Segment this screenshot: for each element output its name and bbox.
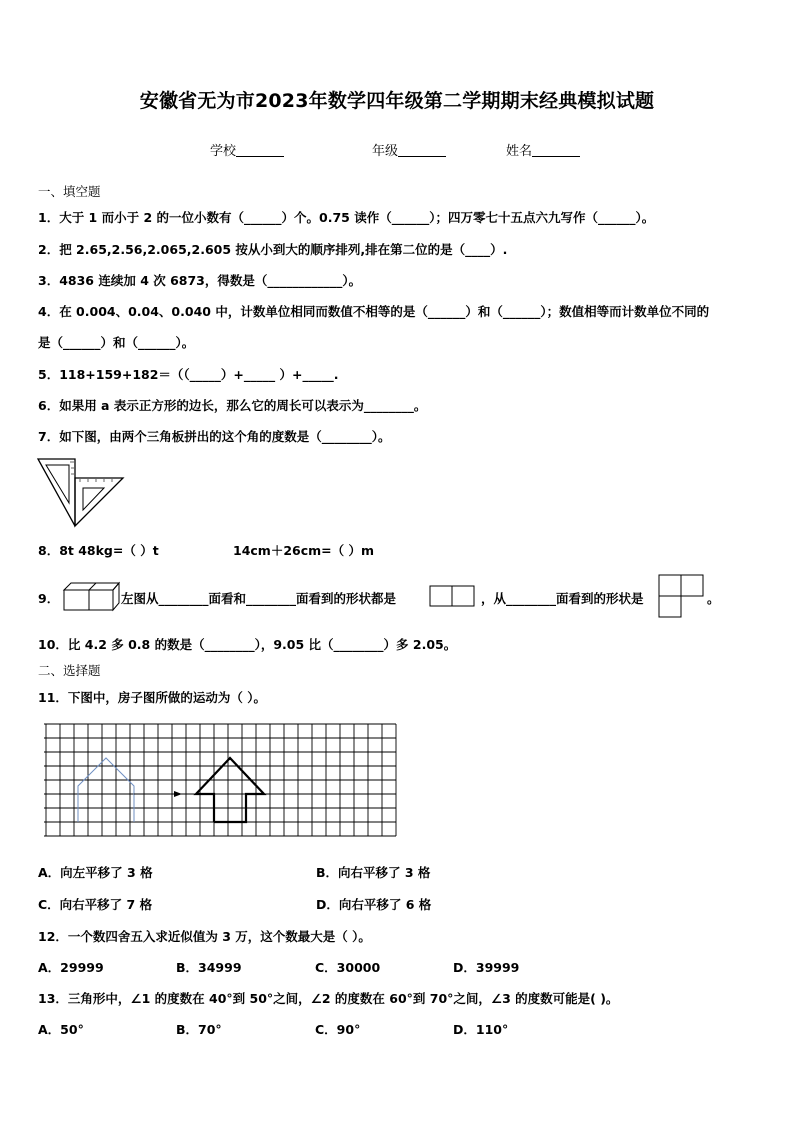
q11-option-c[interactable]: C．向右平移了 7 格 xyxy=(38,897,153,912)
set-squares-figure xyxy=(36,456,128,530)
q13-option-d[interactable]: D．110° xyxy=(453,1022,509,1037)
question-3: 3．4836 连续加 4 次 6873，得数是（____________）。 xyxy=(38,273,362,288)
q12-option-d[interactable]: D．39999 xyxy=(453,960,520,975)
q12-option-b[interactable]: B．34999 xyxy=(176,960,242,975)
question-9-text-b: ，从________面看到的形状是 xyxy=(481,591,644,606)
grade-field: 年级 xyxy=(372,140,446,159)
cube-stack-figure xyxy=(62,580,120,612)
question-13: 13．三角形中，∠1 的度数在 40°到 50°之间，∠2 的度数在 60°到 70°之间，∠3 的度数可能是( )。 xyxy=(38,991,619,1006)
l-shape-figure xyxy=(658,574,704,618)
q12-option-a[interactable]: A．29999 xyxy=(38,960,104,975)
question-8-part1: 8．8t 48kg=（ ）t xyxy=(38,543,159,558)
question-9-end: 。 xyxy=(707,591,720,606)
q11-option-a[interactable]: A．向左平移了 3 格 xyxy=(38,865,153,880)
house-translation-grid xyxy=(44,724,396,840)
question-1: 1．大于 1 而小于 2 的一位小数有（______）个。0.75 读作（______）；四万零七十五点六九写作（______）。 xyxy=(38,210,655,225)
q13-option-a[interactable]: A．50° xyxy=(38,1022,84,1037)
question-9-text-a: 左图从________面看和________面看到的形状都是 xyxy=(121,591,397,606)
q13-option-b[interactable]: B．70° xyxy=(176,1022,222,1037)
page-title: 安徽省无为市2023年数学四年级第二学期期末经典模拟试题 xyxy=(139,90,655,112)
question-5: 5．118+159+182＝（（_____）+_____ ）+_____. xyxy=(38,367,339,382)
question-7: 7．如下图，由两个三角板拼出的这个角的度数是（________）。 xyxy=(38,429,391,444)
two-squares-shape xyxy=(429,585,475,607)
section-fill-heading: 一、填空题 xyxy=(38,184,101,199)
q13-option-c[interactable]: C．90° xyxy=(315,1022,361,1037)
question-4-line1: 4．在 0.004、0.04、0.040 中，计数单位相同而数值不相等的是（______）和（______）；数值相等而计数单位不同的 xyxy=(38,304,710,319)
question-6: 6．如果用 a 表示正方形的边长，那么它的周长可以表示为________。 xyxy=(38,398,427,413)
question-2: 2．把 2.65,2.56,2.065,2.605 按从小到大的顺序排列,排在第二位的是（____）. xyxy=(38,242,508,257)
name-field: 姓名 xyxy=(506,140,580,159)
question-8-part2: 14cm＋26cm=（ ）m xyxy=(233,543,375,558)
section-choice-heading: 二、选择题 xyxy=(38,663,101,678)
q12-option-c[interactable]: C．30000 xyxy=(315,960,381,975)
question-4-line2: 是（______）和（______）。 xyxy=(38,335,195,350)
question-12: 12．一个数四舍五入求近似值为 3 万，这个数最大是（ ）。 xyxy=(38,929,371,944)
question-11: 11．下图中，房子图所做的运动为（ ）。 xyxy=(38,690,266,705)
q11-option-b[interactable]: B．向右平移了 3 格 xyxy=(316,865,431,880)
q11-option-d[interactable]: D．向右平移了 6 格 xyxy=(316,897,432,912)
question-10: 10．比 4.2 多 0.8 的数是（________），9.05 比（________）多 2.05。 xyxy=(38,637,457,652)
school-field: 学校 xyxy=(210,140,284,159)
question-9-number: 9． xyxy=(38,591,60,606)
